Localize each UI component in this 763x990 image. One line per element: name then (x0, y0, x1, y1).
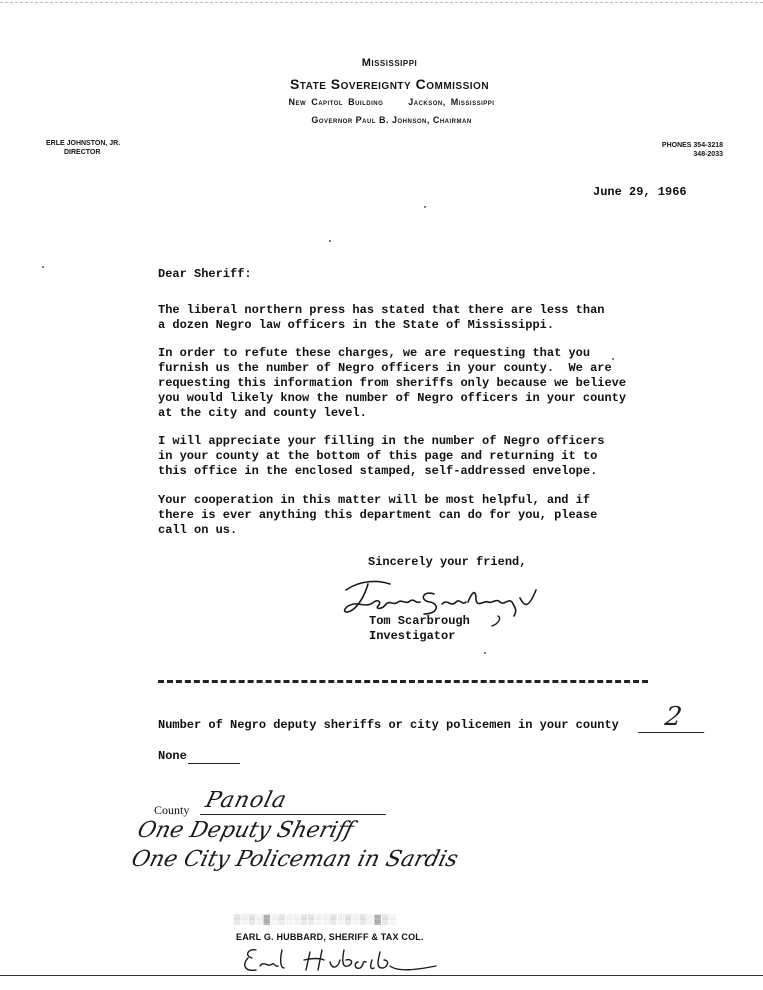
paragraph-line: requesting this information from sheriffs only because we believe (158, 376, 627, 390)
paragraph-2 (158, 346, 678, 421)
paragraph-line: you would likely know the number of Negro officers in your county (158, 391, 627, 405)
salutation: Dear Sheriff: (158, 267, 252, 281)
page-top-edge (0, 2, 763, 3)
letterhead-chairman: Governor Paul B. Johnson, Chairman (311, 115, 472, 125)
director-title: DIRECTOR (64, 149, 101, 156)
paragraph-line: call on us. (158, 523, 238, 537)
none-blank[interactable] (188, 763, 240, 764)
scan-speck (424, 206, 426, 208)
signer-name: Tom Scarbrough (369, 614, 470, 628)
phones-line-1: PHONES 354-3218 (661, 142, 723, 149)
question-answer[interactable]: 2 (638, 706, 708, 733)
closing: Sincerely your friend, (368, 555, 527, 569)
paragraph-line: in your county at the bottom of this page and returning it to (158, 449, 598, 463)
letter-date: June 29, 1966 (593, 185, 687, 199)
paragraph-line: Your cooperation in this matter will be most helpful, and if (158, 493, 591, 507)
scan-speck (329, 240, 331, 242)
paragraph-1 (158, 303, 678, 333)
stamp-smudge: ▒░▒░▓░▒░░▒▒░░▒░▒░▒░▓▒░ (234, 914, 397, 924)
letterhead-address: New Capitol Building Jackson, Mississippi (288, 97, 495, 107)
paragraph-line: a dozen Negro law officers in the State of Mississippi. (158, 318, 555, 332)
paragraph-3 (158, 434, 678, 479)
page-bottom-edge (0, 975, 763, 976)
letterhead-phones (662, 141, 723, 159)
none-label: None (158, 749, 187, 763)
cut-line (158, 680, 648, 683)
scan-speck (612, 358, 614, 360)
paragraph-line: at the city and county level. (158, 406, 367, 420)
signer-title: Investigator (369, 629, 456, 643)
letterhead-director (46, 139, 120, 157)
paragraph-line: there is ever anything this department can do for you, please (158, 508, 598, 522)
county-blank[interactable] (200, 814, 386, 815)
handwritten-note-line-2: One City Policeman in Sardis (128, 847, 461, 872)
signer-block (369, 614, 470, 644)
paragraph-line: this office in the enclosed stamped, self-addressed envelope. (158, 464, 598, 478)
handwritten-note-line-1: One Deputy Sheriff (134, 818, 356, 843)
paragraph-4 (158, 493, 678, 538)
paragraph-line: The liberal northern press has stated that there are less than (158, 303, 605, 317)
scan-speck (42, 266, 44, 268)
question-label: Number of Negro deputy sheriffs or city policemen in your county (158, 718, 619, 732)
paragraph-line: In order to refute these charges, we are requesting that you (158, 346, 591, 360)
letterhead-agency: State Sovereignty Commission (289, 76, 490, 92)
phones-line-2: 348-2033 (693, 151, 723, 158)
paragraph-line: furnish us the number of Negro officers in your county. We are (158, 361, 612, 375)
county-value: Panola (202, 788, 290, 813)
paragraph-line: I will appreciate your filling in the number of Negro officers (158, 434, 605, 448)
letterhead-state: Mississippi (361, 57, 418, 69)
scan-speck (484, 652, 486, 654)
stamp-name: EARL G. HUBBARD, SHERIFF & TAX COL. (236, 932, 424, 942)
director-name: ERLE JOHNSTON, JR. (46, 140, 121, 147)
county-label: County (154, 803, 190, 817)
sheriff-signature (240, 942, 440, 976)
